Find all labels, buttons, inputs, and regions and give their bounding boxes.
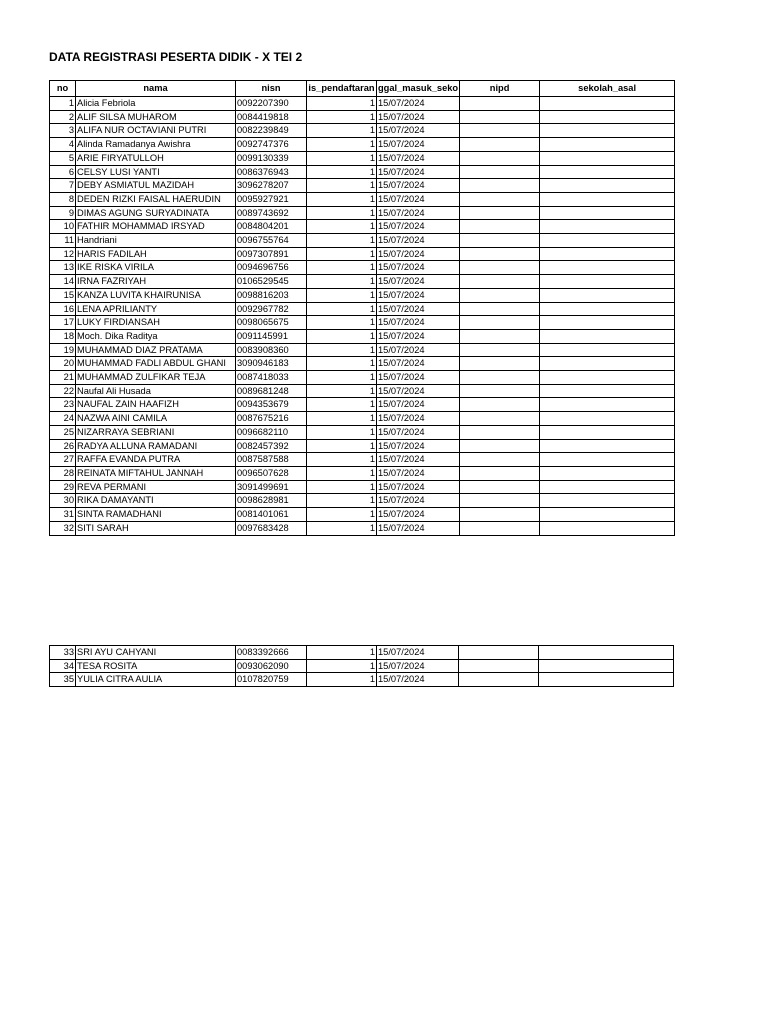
table-row	[50, 220, 675, 234]
cell-nama: MUHAMMAD DIAZ PRATAMA	[76, 343, 236, 357]
cell-nipd	[459, 646, 539, 660]
table-body-page2	[50, 646, 674, 687]
cell-nama: LENA APRILIANTY	[76, 302, 236, 316]
table-row	[50, 247, 675, 261]
column-header-nipd: nipd	[460, 81, 540, 97]
cell-nisn: 0091145991	[236, 329, 307, 343]
column-header-nama: nama	[76, 81, 236, 97]
cell-jenis-pendaftaran: 1	[307, 124, 377, 138]
cell-nama: SRI AYU CAHYANI	[76, 646, 236, 660]
cell-nipd	[460, 97, 540, 111]
cell-nisn: 0093062090	[236, 659, 307, 673]
cell-nipd	[460, 425, 540, 439]
cell-sekolah-asal	[540, 220, 675, 234]
cell-sekolah-asal	[540, 371, 675, 385]
cell-jenis-pendaftaran: 1	[307, 453, 377, 467]
cell-nipd	[460, 165, 540, 179]
cell-jenis-pendaftaran: 1	[307, 138, 377, 152]
cell-no: 11	[50, 234, 76, 248]
table-row	[50, 357, 675, 371]
cell-jenis-pendaftaran: 1	[307, 316, 377, 330]
table-row	[50, 439, 675, 453]
cell-nisn: 0098816203	[236, 288, 307, 302]
cell-no: 8	[50, 192, 76, 206]
cell-nama: DEBY ASMIATUL MAZIDAH	[76, 179, 236, 193]
table-row	[50, 673, 674, 687]
cell-nama: Naufal Ali Husada	[76, 384, 236, 398]
cell-no: 9	[50, 206, 76, 220]
cell-nisn: 0081401061	[236, 508, 307, 522]
table-row	[50, 343, 675, 357]
cell-no: 33	[50, 646, 76, 660]
cell-tanggal-masuk: 15/07/2024	[377, 357, 460, 371]
cell-jenis-pendaftaran: 1	[307, 302, 377, 316]
column-header-no: no	[50, 81, 76, 97]
cell-sekolah-asal	[540, 261, 675, 275]
table-row	[50, 646, 674, 660]
cell-tanggal-masuk: 15/07/2024	[377, 646, 459, 660]
cell-nisn: 0096755764	[236, 234, 307, 248]
cell-jenis-pendaftaran: 1	[307, 97, 377, 111]
cell-no: 24	[50, 412, 76, 426]
table-row	[50, 494, 675, 508]
cell-sekolah-asal	[540, 110, 675, 124]
cell-nipd	[460, 466, 540, 480]
cell-nisn: 0094353679	[236, 398, 307, 412]
cell-nisn: 0084804201	[236, 220, 307, 234]
cell-nisn: 0107820759	[236, 673, 307, 687]
cell-sekolah-asal	[540, 316, 675, 330]
cell-nisn: 0098628981	[236, 494, 307, 508]
cell-nipd	[460, 384, 540, 398]
cell-no: 21	[50, 371, 76, 385]
cell-nipd	[460, 234, 540, 248]
cell-tanggal-masuk: 15/07/2024	[377, 138, 460, 152]
cell-sekolah-asal	[540, 151, 675, 165]
cell-jenis-pendaftaran: 1	[307, 480, 377, 494]
cell-no: 25	[50, 425, 76, 439]
cell-nama: ARIE FIRYATULLOH	[76, 151, 236, 165]
cell-no: 35	[50, 673, 76, 687]
cell-no: 10	[50, 220, 76, 234]
cell-sekolah-asal	[540, 247, 675, 261]
table-row	[50, 480, 675, 494]
cell-nama: RIKA DAMAYANTI	[76, 494, 236, 508]
cell-nipd	[460, 398, 540, 412]
cell-jenis-pendaftaran: 1	[307, 659, 377, 673]
cell-tanggal-masuk: 15/07/2024	[377, 439, 460, 453]
column-header-nisn: nisn	[236, 81, 307, 97]
table-row	[50, 151, 675, 165]
cell-nisn: 0092747376	[236, 138, 307, 152]
cell-jenis-pendaftaran: 1	[307, 247, 377, 261]
cell-jenis-pendaftaran: 1	[307, 384, 377, 398]
cell-nama: SITI SARAH	[76, 521, 236, 535]
cell-nama: MUHAMMAD FADLI ABDUL GHANI	[76, 357, 236, 371]
cell-nisn: 0086376943	[236, 165, 307, 179]
cell-sekolah-asal	[540, 480, 675, 494]
cell-sekolah-asal	[540, 192, 675, 206]
cell-tanggal-masuk: 15/07/2024	[377, 371, 460, 385]
cell-nama: REINATA MIFTAHUL JANNAH	[76, 466, 236, 480]
cell-jenis-pendaftaran: 1	[307, 508, 377, 522]
cell-jenis-pendaftaran: 1	[307, 275, 377, 289]
table-row	[50, 329, 675, 343]
cell-nama: Moch. Dika Raditya	[76, 329, 236, 343]
cell-jenis-pendaftaran: 1	[307, 165, 377, 179]
table-row	[50, 179, 675, 193]
cell-nama: Handriani	[76, 234, 236, 248]
cell-nisn: 0084419818	[236, 110, 307, 124]
cell-nisn: 0087675216	[236, 412, 307, 426]
cell-nama: TESA ROSITA	[76, 659, 236, 673]
cell-tanggal-masuk: 15/07/2024	[377, 343, 460, 357]
cell-nama: Alicia Febriola	[76, 97, 236, 111]
table-row	[50, 165, 675, 179]
cell-sekolah-asal	[540, 384, 675, 398]
cell-nama: NAUFAL ZAIN HAAFIZH	[76, 398, 236, 412]
table-row	[50, 398, 675, 412]
cell-sekolah-asal	[540, 206, 675, 220]
cell-nipd	[460, 261, 540, 275]
cell-sekolah-asal	[540, 234, 675, 248]
table-row	[50, 466, 675, 480]
cell-no: 14	[50, 275, 76, 289]
cell-nipd	[460, 179, 540, 193]
column-header-tanggal-masuk: ggal_masuk_seko	[377, 81, 460, 97]
cell-no: 18	[50, 329, 76, 343]
cell-nisn: 0083908360	[236, 343, 307, 357]
cell-nipd	[460, 371, 540, 385]
cell-sekolah-asal	[540, 439, 675, 453]
cell-tanggal-masuk: 15/07/2024	[377, 384, 460, 398]
cell-sekolah-asal	[540, 288, 675, 302]
cell-nisn: 0099130339	[236, 151, 307, 165]
cell-no: 3	[50, 124, 76, 138]
cell-sekolah-asal	[540, 494, 675, 508]
document-title: DATA REGISTRASI PESERTA DIDIK - X TEI 2	[49, 50, 303, 64]
cell-jenis-pendaftaran: 1	[307, 673, 377, 687]
cell-nisn: 0082239849	[236, 124, 307, 138]
cell-nisn: 0089743692	[236, 206, 307, 220]
cell-sekolah-asal	[540, 329, 675, 343]
cell-nipd	[460, 329, 540, 343]
table-row	[50, 659, 674, 673]
table-row	[50, 110, 675, 124]
cell-nipd	[460, 192, 540, 206]
cell-tanggal-masuk: 15/07/2024	[377, 220, 460, 234]
cell-jenis-pendaftaran: 1	[307, 398, 377, 412]
cell-jenis-pendaftaran: 1	[307, 343, 377, 357]
cell-sekolah-asal	[539, 646, 674, 660]
table-row	[50, 384, 675, 398]
cell-nipd	[460, 316, 540, 330]
cell-sekolah-asal	[539, 673, 674, 687]
cell-no: 5	[50, 151, 76, 165]
table-row	[50, 288, 675, 302]
cell-nama: KANZA LUVITA KHAIRUNISA	[76, 288, 236, 302]
cell-sekolah-asal	[540, 165, 675, 179]
cell-sekolah-asal	[540, 302, 675, 316]
cell-sekolah-asal	[540, 425, 675, 439]
cell-nisn: 0095927921	[236, 192, 307, 206]
table-header-row	[50, 81, 675, 97]
cell-nama: DIMAS AGUNG SURYADINATA	[76, 206, 236, 220]
cell-nisn: 0094696756	[236, 261, 307, 275]
cell-nama: YULIA CITRA AULIA	[76, 673, 236, 687]
cell-nipd	[460, 357, 540, 371]
cell-nipd	[460, 521, 540, 535]
cell-jenis-pendaftaran: 1	[307, 646, 377, 660]
cell-nisn: 3091499691	[236, 480, 307, 494]
cell-no: 29	[50, 480, 76, 494]
cell-jenis-pendaftaran: 1	[307, 439, 377, 453]
cell-nisn: 0087418033	[236, 371, 307, 385]
table-row	[50, 425, 675, 439]
cell-no: 1	[50, 97, 76, 111]
cell-jenis-pendaftaran: 1	[307, 466, 377, 480]
cell-jenis-pendaftaran: 1	[307, 357, 377, 371]
cell-no: 4	[50, 138, 76, 152]
cell-nipd	[460, 247, 540, 261]
cell-jenis-pendaftaran: 1	[307, 151, 377, 165]
cell-nama: REVA PERMANI	[76, 480, 236, 494]
cell-tanggal-masuk: 15/07/2024	[377, 673, 459, 687]
cell-sekolah-asal	[540, 138, 675, 152]
cell-nama: IKE RISKA VIRILA	[76, 261, 236, 275]
table-body-page1	[50, 97, 675, 536]
cell-nisn: 0097683428	[236, 521, 307, 535]
cell-nipd	[460, 151, 540, 165]
cell-no: 22	[50, 384, 76, 398]
cell-tanggal-masuk: 15/07/2024	[377, 453, 460, 467]
cell-nisn: 0092207390	[236, 97, 307, 111]
cell-jenis-pendaftaran: 1	[307, 234, 377, 248]
cell-no: 17	[50, 316, 76, 330]
cell-nisn: 3090946183	[236, 357, 307, 371]
cell-nama: DEDEN RIZKI FAISAL HAERUDIN	[76, 192, 236, 206]
cell-nipd	[460, 302, 540, 316]
table-row	[50, 412, 675, 426]
cell-nama: ALIF SILSA MUHAROM	[76, 110, 236, 124]
table-row	[50, 234, 675, 248]
cell-no: 2	[50, 110, 76, 124]
table-row	[50, 521, 675, 535]
cell-sekolah-asal	[540, 357, 675, 371]
table-row	[50, 124, 675, 138]
cell-sekolah-asal	[540, 179, 675, 193]
cell-tanggal-masuk: 15/07/2024	[377, 206, 460, 220]
cell-tanggal-masuk: 15/07/2024	[377, 412, 460, 426]
cell-nama: NIZARRAYA SEBRIANI	[76, 425, 236, 439]
cell-tanggal-masuk: 15/07/2024	[377, 316, 460, 330]
cell-nama: HARIS FADILAH	[76, 247, 236, 261]
cell-nipd	[460, 110, 540, 124]
cell-tanggal-masuk: 15/07/2024	[377, 466, 460, 480]
cell-jenis-pendaftaran: 1	[307, 261, 377, 275]
cell-nipd	[460, 439, 540, 453]
cell-nama: LUKY FIRDIANSAH	[76, 316, 236, 330]
cell-nisn: 0098065675	[236, 316, 307, 330]
cell-no: 12	[50, 247, 76, 261]
table-row	[50, 508, 675, 522]
column-header-jenis-pendaftaran: is_pendaftaran	[307, 81, 377, 97]
cell-tanggal-masuk: 15/07/2024	[377, 659, 459, 673]
cell-nipd	[460, 453, 540, 467]
cell-no: 16	[50, 302, 76, 316]
cell-nisn: 0096507628	[236, 466, 307, 480]
cell-nama: CELSY LUSI YANTI	[76, 165, 236, 179]
cell-nama: ALIFA NUR OCTAVIANI PUTRI	[76, 124, 236, 138]
cell-nama: IRNA FAZRIYAH	[76, 275, 236, 289]
cell-nama: SINTA RAMADHANI	[76, 508, 236, 522]
cell-nama: MUHAMMAD ZULFIKAR TEJA	[76, 371, 236, 385]
cell-sekolah-asal	[540, 412, 675, 426]
cell-nisn: 3096278207	[236, 179, 307, 193]
column-header-sekolah-asal: sekolah_asal	[540, 81, 675, 97]
cell-tanggal-masuk: 15/07/2024	[377, 302, 460, 316]
cell-tanggal-masuk: 15/07/2024	[377, 480, 460, 494]
cell-tanggal-masuk: 15/07/2024	[377, 494, 460, 508]
cell-nisn: 0096682110	[236, 425, 307, 439]
cell-tanggal-masuk: 15/07/2024	[377, 124, 460, 138]
cell-jenis-pendaftaran: 1	[307, 110, 377, 124]
cell-tanggal-masuk: 15/07/2024	[377, 425, 460, 439]
cell-no: 34	[50, 659, 76, 673]
cell-no: 32	[50, 521, 76, 535]
cell-tanggal-masuk: 15/07/2024	[377, 247, 460, 261]
cell-nama: FATHIR MOHAMMAD IRSYAD	[76, 220, 236, 234]
cell-nipd	[460, 138, 540, 152]
cell-sekolah-asal	[540, 466, 675, 480]
cell-nipd	[460, 494, 540, 508]
table-row	[50, 316, 675, 330]
cell-jenis-pendaftaran: 1	[307, 425, 377, 439]
cell-nipd	[460, 412, 540, 426]
cell-nipd	[460, 220, 540, 234]
cell-no: 13	[50, 261, 76, 275]
cell-jenis-pendaftaran: 1	[307, 494, 377, 508]
table-row	[50, 275, 675, 289]
table-row	[50, 97, 675, 111]
cell-no: 20	[50, 357, 76, 371]
cell-nisn: 0082457392	[236, 439, 307, 453]
cell-jenis-pendaftaran: 1	[307, 521, 377, 535]
cell-nipd	[460, 206, 540, 220]
cell-no: 31	[50, 508, 76, 522]
cell-tanggal-masuk: 15/07/2024	[377, 192, 460, 206]
table-row	[50, 302, 675, 316]
table-row	[50, 453, 675, 467]
cell-nisn: 0106529545	[236, 275, 307, 289]
cell-nisn: 0089681248	[236, 384, 307, 398]
cell-jenis-pendaftaran: 1	[307, 288, 377, 302]
cell-jenis-pendaftaran: 1	[307, 179, 377, 193]
cell-no: 27	[50, 453, 76, 467]
cell-tanggal-masuk: 15/07/2024	[377, 398, 460, 412]
cell-nipd	[459, 673, 539, 687]
cell-nipd	[459, 659, 539, 673]
cell-sekolah-asal	[540, 343, 675, 357]
cell-tanggal-masuk: 15/07/2024	[377, 151, 460, 165]
cell-tanggal-masuk: 15/07/2024	[377, 179, 460, 193]
cell-nisn: 0087587588	[236, 453, 307, 467]
cell-sekolah-asal	[540, 521, 675, 535]
table-row	[50, 206, 675, 220]
cell-sekolah-asal	[540, 508, 675, 522]
cell-tanggal-masuk: 15/07/2024	[377, 165, 460, 179]
cell-tanggal-masuk: 15/07/2024	[377, 329, 460, 343]
registration-table-continued	[49, 645, 674, 687]
cell-jenis-pendaftaran: 1	[307, 371, 377, 385]
cell-no: 7	[50, 179, 76, 193]
table-row	[50, 192, 675, 206]
cell-nisn: 0092967782	[236, 302, 307, 316]
cell-nipd	[460, 275, 540, 289]
cell-tanggal-masuk: 15/07/2024	[377, 275, 460, 289]
cell-nipd	[460, 288, 540, 302]
table-row	[50, 138, 675, 152]
cell-jenis-pendaftaran: 1	[307, 206, 377, 220]
cell-no: 15	[50, 288, 76, 302]
cell-jenis-pendaftaran: 1	[307, 192, 377, 206]
cell-jenis-pendaftaran: 1	[307, 412, 377, 426]
cell-tanggal-masuk: 15/07/2024	[377, 521, 460, 535]
cell-sekolah-asal	[540, 97, 675, 111]
cell-sekolah-asal	[540, 453, 675, 467]
cell-tanggal-masuk: 15/07/2024	[377, 508, 460, 522]
table-row	[50, 371, 675, 385]
cell-nipd	[460, 343, 540, 357]
cell-nipd	[460, 508, 540, 522]
cell-no: 23	[50, 398, 76, 412]
cell-no: 19	[50, 343, 76, 357]
cell-sekolah-asal	[540, 398, 675, 412]
registration-table	[49, 80, 675, 536]
cell-sekolah-asal	[539, 659, 674, 673]
cell-tanggal-masuk: 15/07/2024	[377, 97, 460, 111]
cell-sekolah-asal	[540, 275, 675, 289]
cell-nisn: 0097307891	[236, 247, 307, 261]
cell-nipd	[460, 124, 540, 138]
cell-nama: RADYA ALLUNA RAMADANI	[76, 439, 236, 453]
cell-tanggal-masuk: 15/07/2024	[377, 261, 460, 275]
table-row	[50, 261, 675, 275]
cell-no: 28	[50, 466, 76, 480]
cell-tanggal-masuk: 15/07/2024	[377, 288, 460, 302]
cell-tanggal-masuk: 15/07/2024	[377, 234, 460, 248]
cell-nisn: 0083392666	[236, 646, 307, 660]
cell-jenis-pendaftaran: 1	[307, 329, 377, 343]
cell-nama: RAFFA EVANDA PUTRA	[76, 453, 236, 467]
cell-jenis-pendaftaran: 1	[307, 220, 377, 234]
cell-nipd	[460, 480, 540, 494]
cell-tanggal-masuk: 15/07/2024	[377, 110, 460, 124]
cell-no: 30	[50, 494, 76, 508]
cell-nama: NAZWA AINI CAMILA	[76, 412, 236, 426]
cell-nama: Alinda Ramadanya Awishra	[76, 138, 236, 152]
cell-no: 26	[50, 439, 76, 453]
cell-no: 6	[50, 165, 76, 179]
cell-sekolah-asal	[540, 124, 675, 138]
